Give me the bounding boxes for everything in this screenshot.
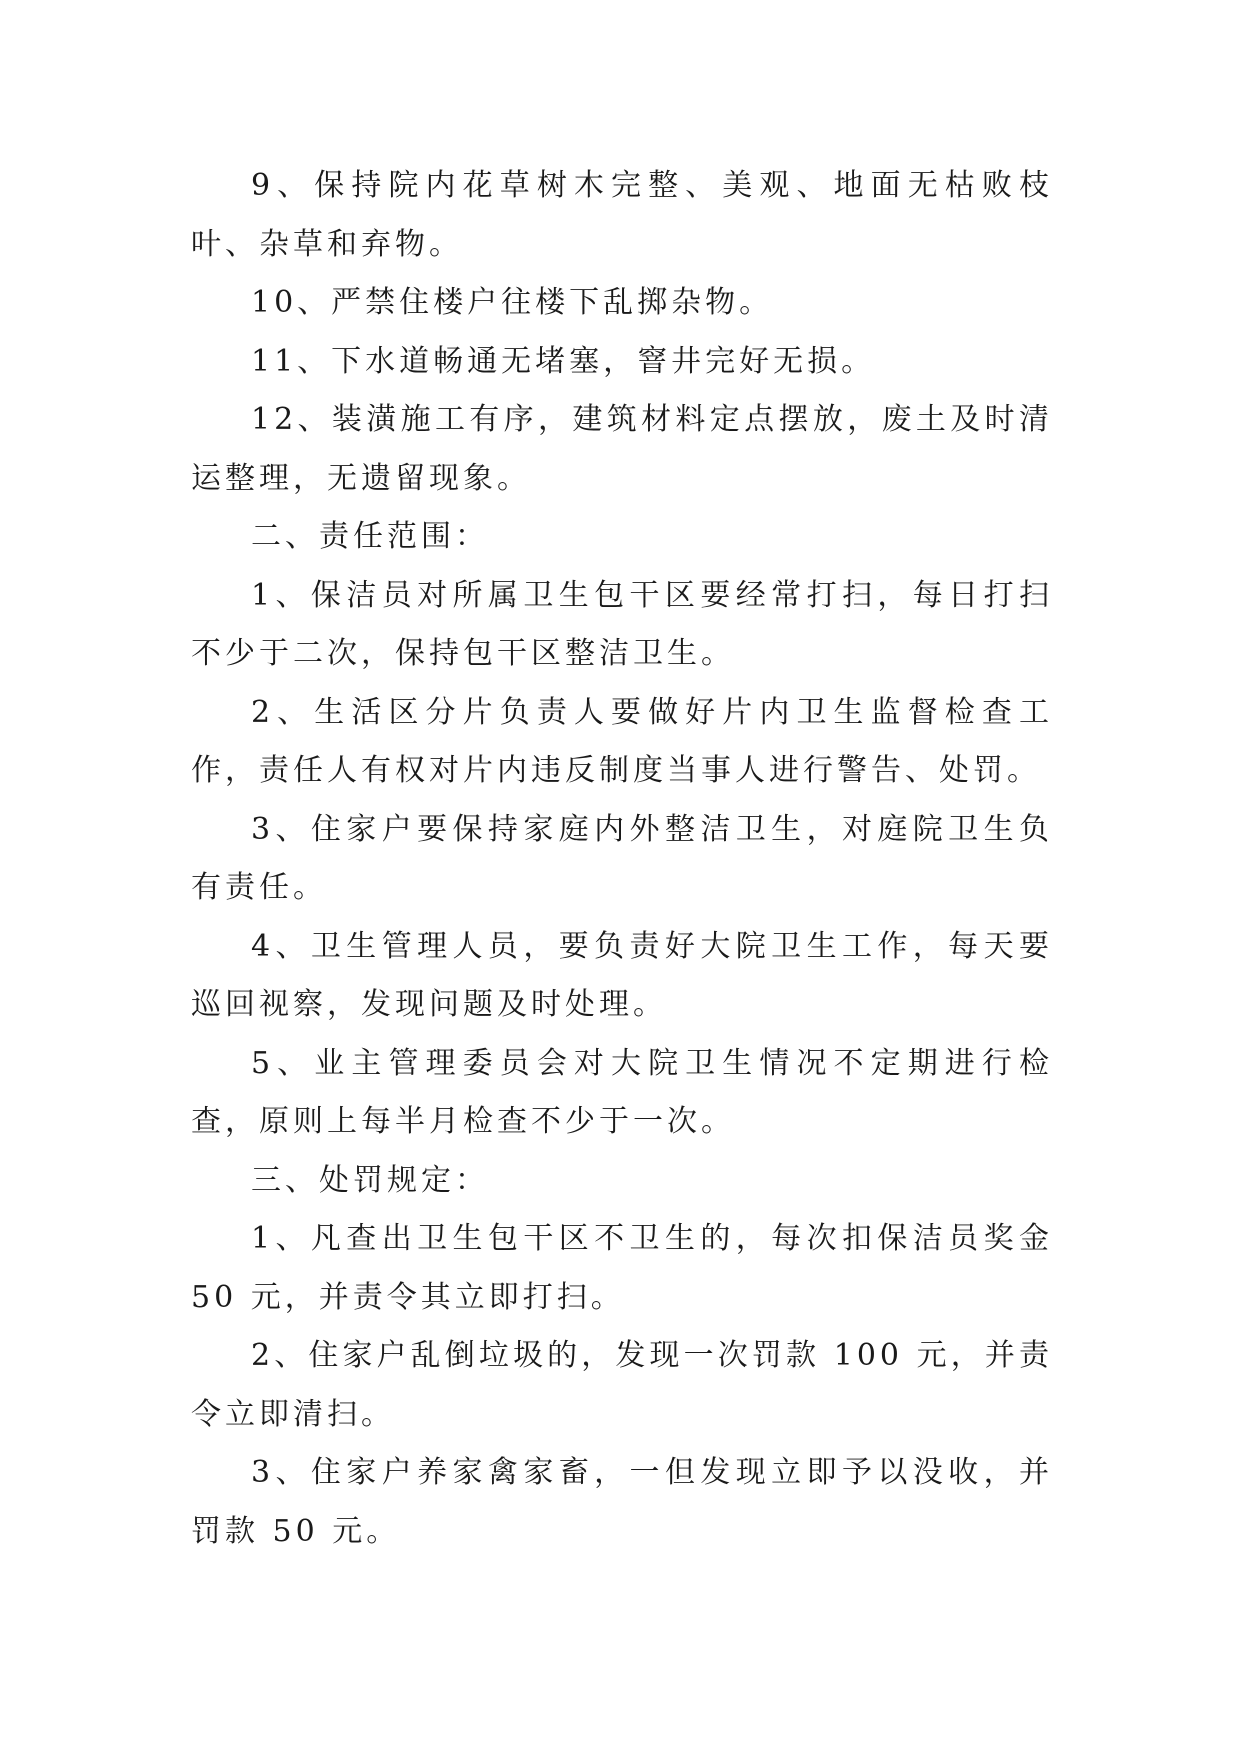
paragraph-responsibility-1: 1、保洁员对所属卫生包干区要经常打扫，每日打扫不少于二次，保持包干区整洁卫生。 <box>191 577 1053 671</box>
paragraph-responsibility-2: 2、生活区分片负责人要做好片内卫生监督检查工作，责任人有权对片内违反制度当事人进行警告、处罚。 <box>191 694 1053 788</box>
paragraph-item-10: 10、严禁住楼户往楼下乱掷杂物。 <box>251 285 774 320</box>
paragraph-item-9: 9、保持院内花草树木完整、美观、地面无枯败枝叶、杂草和弃物。 <box>191 168 1053 262</box>
section-heading-penalties: 三、处罚规定： <box>251 1162 489 1198</box>
paragraph-penalty-1: 1、凡查出卫生包干区不卫生的，每次扣保洁员奖金 50 元，并责令其立即打扫。 <box>191 1221 1053 1315</box>
paragraph-penalty-2: 2、住家户乱倒垃圾的，发现一次罚款 100 元，并责令立即清扫。 <box>191 1338 1053 1432</box>
section-heading-responsibility: 二、责任范围： <box>251 519 489 554</box>
paragraph-penalty-3: 3、住家户养家禽家畜，一但发现立即予以没收，并罚款 50 元。 <box>191 1455 1053 1549</box>
paragraph-item-11: 11、下水道畅通无堵塞，窨井完好无损。 <box>251 343 876 379</box>
paragraph-item-12: 12、装潢施工有序，建筑材料定点摆放，废土及时清运整理，无遗留现象。 <box>191 402 1053 496</box>
paragraph-responsibility-4: 4、卫生管理人员，要负责好大院卫生工作，每天要巡回视察，发现问题及时处理。 <box>191 928 1053 1022</box>
paragraph-responsibility-3: 3、住家户要保持家庭内外整洁卫生，对庭院卫生负有责任。 <box>191 811 1053 905</box>
document-body <box>191 157 1053 1561</box>
paragraph-responsibility-5: 5、业主管理委员会对大院卫生情况不定期进行检查，原则上每半月检查不少于一次。 <box>191 1045 1053 1139</box>
